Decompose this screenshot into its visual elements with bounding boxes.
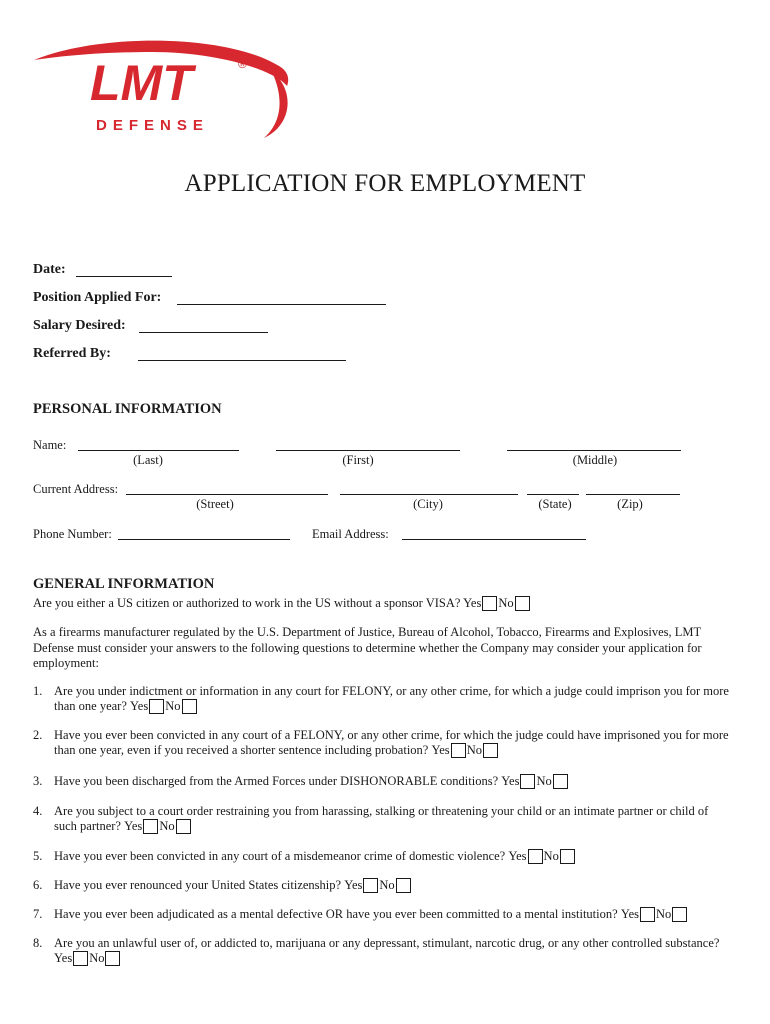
state-field[interactable] xyxy=(527,494,579,495)
question-7: 7. Have you ever been adjudicated as a mental defective OR have you ever been committed to a mental institution? Yes No xyxy=(33,907,733,922)
q8-yes-checkbox[interactable] xyxy=(73,951,88,966)
name-label: Name: xyxy=(33,438,67,452)
q6-yes-checkbox[interactable] xyxy=(363,878,378,893)
q1-no-checkbox[interactable] xyxy=(182,699,197,714)
page-title: APPLICATION FOR EMPLOYMENT xyxy=(184,170,586,197)
position-label: Position Applied For: xyxy=(33,290,162,305)
address-label: Current Address: xyxy=(33,482,119,496)
date-field[interactable] xyxy=(76,276,172,277)
citizen-no-checkbox[interactable] xyxy=(515,596,530,611)
phone-field[interactable] xyxy=(118,539,290,540)
zip-field[interactable] xyxy=(586,494,680,495)
lmt-defense-logo xyxy=(32,38,292,148)
first-caption: (First) xyxy=(342,453,374,467)
q3-no-checkbox[interactable] xyxy=(553,774,568,789)
question-3: 3. Have you been discharged from the Armed Forces under DISHONORABLE conditions? Yes No xyxy=(33,774,733,789)
middle-caption: (Middle) xyxy=(572,453,618,467)
first-name-field[interactable] xyxy=(276,450,460,451)
q7-yes-checkbox[interactable] xyxy=(640,907,655,922)
question-8: 8. Are you an unlawful user of, or addicted to, marijuana or any depressant, stimulant, narcotic drug, or any other controlled substance? Yes No xyxy=(33,936,720,965)
question-2: 2. Have you ever been convicted in any court of a FELONY, or any other crime, for which the judge could have imprisoned you for more than one year, even if you received a shorter sentence including probation? Yes No xyxy=(33,728,729,757)
city-field[interactable] xyxy=(340,494,518,495)
last-caption: (Last) xyxy=(133,453,163,467)
q2-yes-checkbox[interactable] xyxy=(451,743,466,758)
q8-no-checkbox[interactable] xyxy=(105,951,120,966)
city-caption: (City) xyxy=(413,497,443,511)
zip-caption: (Zip) xyxy=(617,497,643,511)
general-info-heading: GENERAL INFORMATION xyxy=(33,576,215,592)
email-label: Email Address: xyxy=(312,527,389,541)
referred-label: Referred By: xyxy=(33,346,111,361)
date-label: Date: xyxy=(33,262,66,277)
personal-info-heading: PERSONAL INFORMATION xyxy=(33,401,222,417)
street-field[interactable] xyxy=(126,494,328,495)
email-field[interactable] xyxy=(402,539,586,540)
state-caption: (State) xyxy=(538,497,572,511)
q3-yes-checkbox[interactable] xyxy=(520,774,535,789)
svg-text:DEFENSE: DEFENSE xyxy=(96,117,209,134)
salary-field[interactable] xyxy=(139,332,268,333)
q5-no-checkbox[interactable] xyxy=(560,849,575,864)
street-caption: (Street) xyxy=(196,497,234,511)
salary-label: Salary Desired: xyxy=(33,318,126,333)
svg-text:®: ® xyxy=(238,57,247,71)
middle-name-field[interactable] xyxy=(507,450,681,451)
citizen-question: Are you either a US citizen or authorized to work in the US without a sponsor VISA? Yes No xyxy=(33,596,531,611)
q1-yes-checkbox[interactable] xyxy=(149,699,164,714)
question-6: 6. Have you ever renounced your United States citizenship? Yes No xyxy=(33,878,733,893)
q2-no-checkbox[interactable] xyxy=(483,743,498,758)
q6-no-checkbox[interactable] xyxy=(396,878,411,893)
atf-intro-paragraph: As a firearms manufacturer regulated by the U.S. Department of Justice, Bureau of Alcohol, Tobacco, Firearms and Explosives, LMT Defense must consider your answers to the following questions to determine whether the Company may consider your application for employment: xyxy=(33,625,702,670)
svg-text:LMT: LMT xyxy=(90,55,193,111)
referred-field[interactable] xyxy=(138,360,346,361)
citizen-yes-checkbox[interactable] xyxy=(482,596,497,611)
question-4: 4. Are you subject to a court order restraining you from harassing, stalking or threatening your child or an intimate partner or child of such partner? Yes No xyxy=(33,804,709,833)
question-5: 5. Have you ever been convicted in any court of a misdemeanor crime of domestic violence? Yes No xyxy=(33,849,733,864)
q7-no-checkbox[interactable] xyxy=(672,907,687,922)
q4-no-checkbox[interactable] xyxy=(176,819,191,834)
q4-yes-checkbox[interactable] xyxy=(143,819,158,834)
q5-yes-checkbox[interactable] xyxy=(528,849,543,864)
last-name-field[interactable] xyxy=(78,450,239,451)
question-1: 1. Are you under indictment or information in any court for FELONY, or any other crime, for which a judge could imprison you for more than one year? Yes No xyxy=(33,684,729,713)
phone-label: Phone Number: xyxy=(33,527,112,541)
position-field[interactable] xyxy=(177,304,386,305)
